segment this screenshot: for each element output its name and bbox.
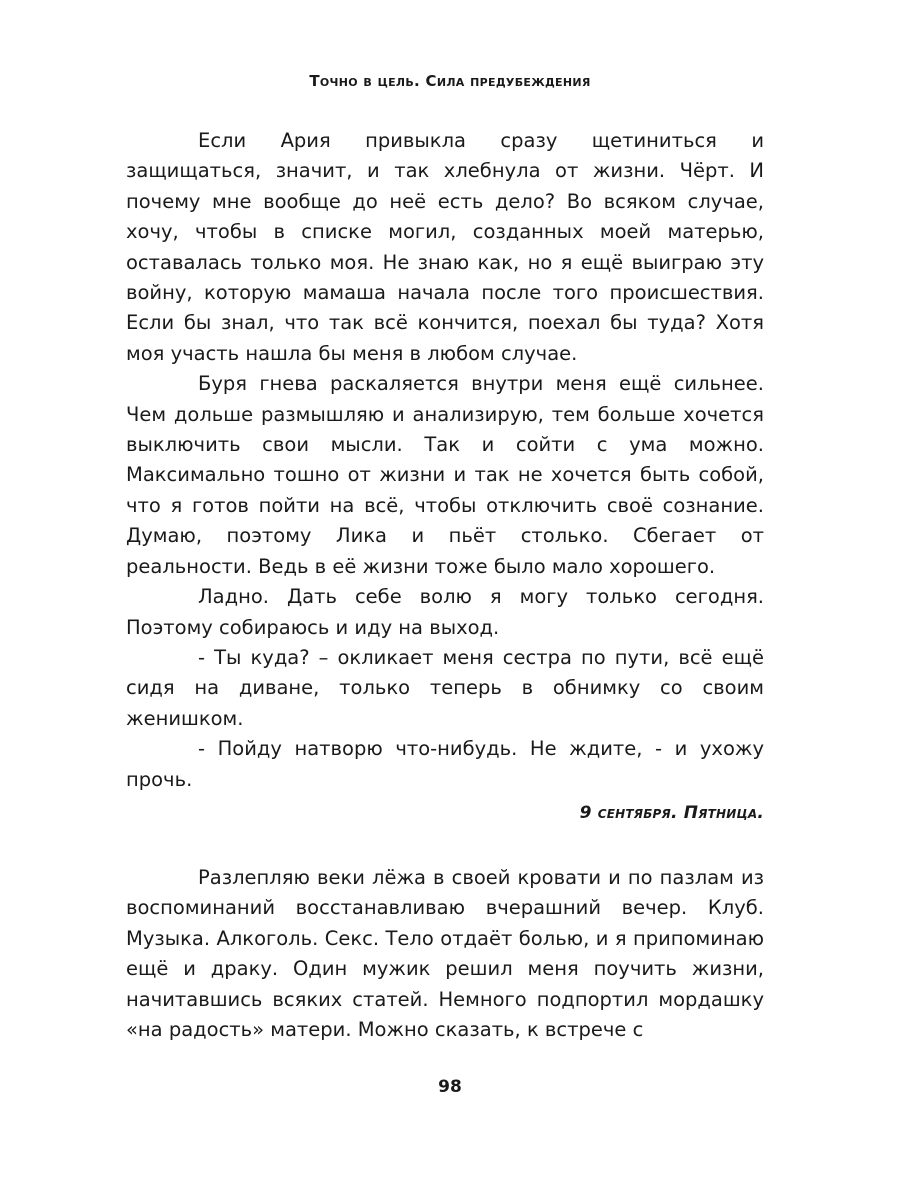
paragraph: Если Ария привыкла сразу щетиниться и защищаться, значит, и так хлебнула от жизни. Чёрт. И почему мне вообще до неё есть дело? Во всяком случае, хочу, чтобы в списке могил, созданных моей матерью, оставалась только моя. Не знаю как, но я ещё выиграю эту войну, которую мамаша начала после того происшествия. Если бы знал, что так всё кончится, поехал бы туда? Хотя моя участь нашла бы меня в любом случае. [126, 129, 764, 365]
paragraph: Разлепляю веки лёжа в своей кровати и по пазлам из воспоминаний восстанавливаю вчерашний вечер. Клуб. Музыка. Алкоголь. Секс. Тело отдаёт болью, и я припоминаю ещё и драку. Один мужик решил меня поучить жизни, начитавшись всяких статей. Немного подпортил мордашку «на радость» матери. Можно сказать, к встрече с [126, 866, 764, 1042]
chapter-text [126, 863, 764, 1045]
running-header: Точно в цель. Сила предубеждения [309, 72, 591, 90]
page-number: 98 [438, 1077, 462, 1097]
dialogue-paragraph: - Ты куда? – окликает меня сестра по пути, всё ещё сидя на диване, только теперь в обнимку со своим женишком. [126, 645, 764, 730]
body-text [126, 126, 764, 795]
paragraph: Ладно. Дать себе волю я могу только сегодня. Поэтому собираюсь и иду на выход. [126, 585, 764, 639]
paragraph: Буря гнева раскаляется внутри меня ещё сильнее. Чем дольше размышляю и анализирую, тем больше хочется выключить свои мысли. Так и сойти с ума можно. Максимально тошно от жизни и так не хочется быть собой, что я готов пойти на всё, чтобы отключить своё сознание. Думаю, поэтому Лика и пьёт столько. Сбегает от реальности. Ведь в её жизни тоже было мало хорошего. [126, 372, 764, 578]
chapter-heading: 9 сентября. Пятница. [579, 803, 764, 823]
dialogue-paragraph: - Пойду натворю что-нибудь. Не ждите, - и ухожу прочь. [126, 737, 764, 791]
